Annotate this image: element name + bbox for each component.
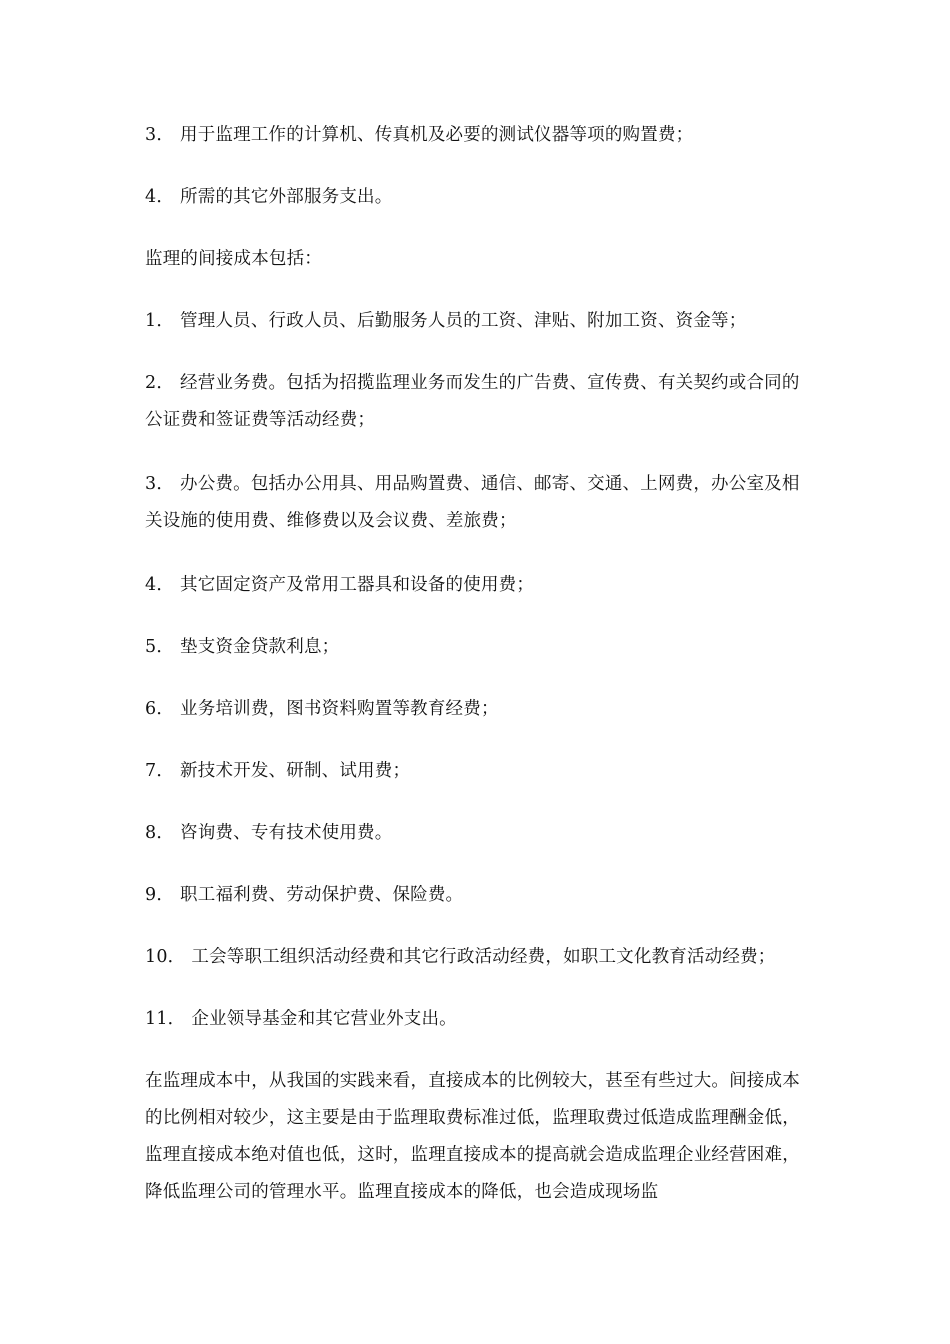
paragraph-text: 用于监理工作的计算机、传真机及必要的测试仪器等项的购置费； bbox=[180, 125, 694, 145]
paragraph-text: 新技术开发、研制、试用费； bbox=[180, 761, 411, 781]
paragraph-text: 垫支资金贷款利息； bbox=[180, 637, 340, 657]
paragraph-text: 职工福利费、劳动保护费、保险费。 bbox=[180, 885, 464, 905]
paragraph-text: 办公费。包括办公用具、用品购置费、通信、邮寄、交通、上网费，办公室及相关设施的使用费、维修费以及会议费、差旅费； bbox=[145, 474, 800, 531]
paragraph-text: 咨询费、专有技术使用费。 bbox=[180, 823, 393, 843]
item-number: 4． bbox=[145, 187, 175, 207]
item-number: 3． bbox=[145, 474, 175, 494]
indirect-cost-heading bbox=[145, 241, 810, 278]
paragraph-text: 工会等职工组织活动经费和其它行政活动经费，如职工文化教育活动经费； bbox=[191, 947, 776, 967]
item-number: 11． bbox=[145, 1009, 186, 1029]
paragraph-text: 监理的间接成本包括： bbox=[145, 249, 322, 269]
paragraph-text: 在监理成本中，从我国的实践来看，直接成本的比例较大，甚至有些过大。间接成本的比例相对较少，这主要是由于监理取费标准过低，监理取费过低造成监理酬金低，监理直接成本绝对值也低，这时，监理直接成本的提高就会造成监理企业经营困难，降低监理公司的管理水平。监理直接成本的降低，也会造成现场监 bbox=[145, 1071, 800, 1202]
paragraph-text: 企业领导基金和其它营业外支出。 bbox=[191, 1009, 457, 1029]
item-number: 3． bbox=[145, 125, 175, 145]
paragraph-item-4-external-services bbox=[145, 179, 810, 216]
item-number: 1． bbox=[145, 311, 175, 331]
analysis-paragraph bbox=[145, 1063, 810, 1211]
item-number: 9． bbox=[145, 885, 175, 905]
item-number: 5． bbox=[145, 637, 175, 657]
paragraph-item-2-business-fees bbox=[145, 365, 810, 439]
paragraph-item-3-equipment bbox=[145, 117, 810, 154]
paragraph-item-7-new-tech bbox=[145, 753, 810, 790]
paragraph-item-6-training bbox=[145, 691, 810, 728]
item-number: 2． bbox=[145, 373, 175, 393]
item-number: 10． bbox=[145, 947, 186, 967]
paragraph-text: 所需的其它外部服务支出。 bbox=[180, 187, 393, 207]
paragraph-item-11-leadership-fund bbox=[145, 1001, 810, 1038]
paragraph-text: 经营业务费。包括为招揽监理业务而发生的广告费、宣传费、有关契约或合同的公证费和签证费等活动经费； bbox=[145, 373, 800, 430]
paragraph-item-3-office-fees bbox=[145, 466, 810, 540]
item-number: 7． bbox=[145, 761, 175, 781]
paragraph-text: 业务培训费，图书资料购置等教育经费； bbox=[180, 699, 499, 719]
item-number: 4． bbox=[145, 575, 175, 595]
paragraph-text: 其它固定资产及常用工器具和设备的使用费； bbox=[180, 575, 535, 595]
paragraph-item-4-fixed-assets bbox=[145, 567, 810, 604]
paragraph-item-10-union bbox=[145, 939, 810, 976]
paragraph-text: 管理人员、行政人员、后勤服务人员的工资、津贴、附加工资、资金等； bbox=[180, 311, 747, 331]
paragraph-item-9-welfare bbox=[145, 877, 810, 914]
paragraph-item-8-consulting bbox=[145, 815, 810, 852]
paragraph-item-5-loan-interest bbox=[145, 629, 810, 666]
item-number: 8． bbox=[145, 823, 175, 843]
paragraph-item-1-salaries bbox=[145, 303, 810, 340]
item-number: 6． bbox=[145, 699, 175, 719]
